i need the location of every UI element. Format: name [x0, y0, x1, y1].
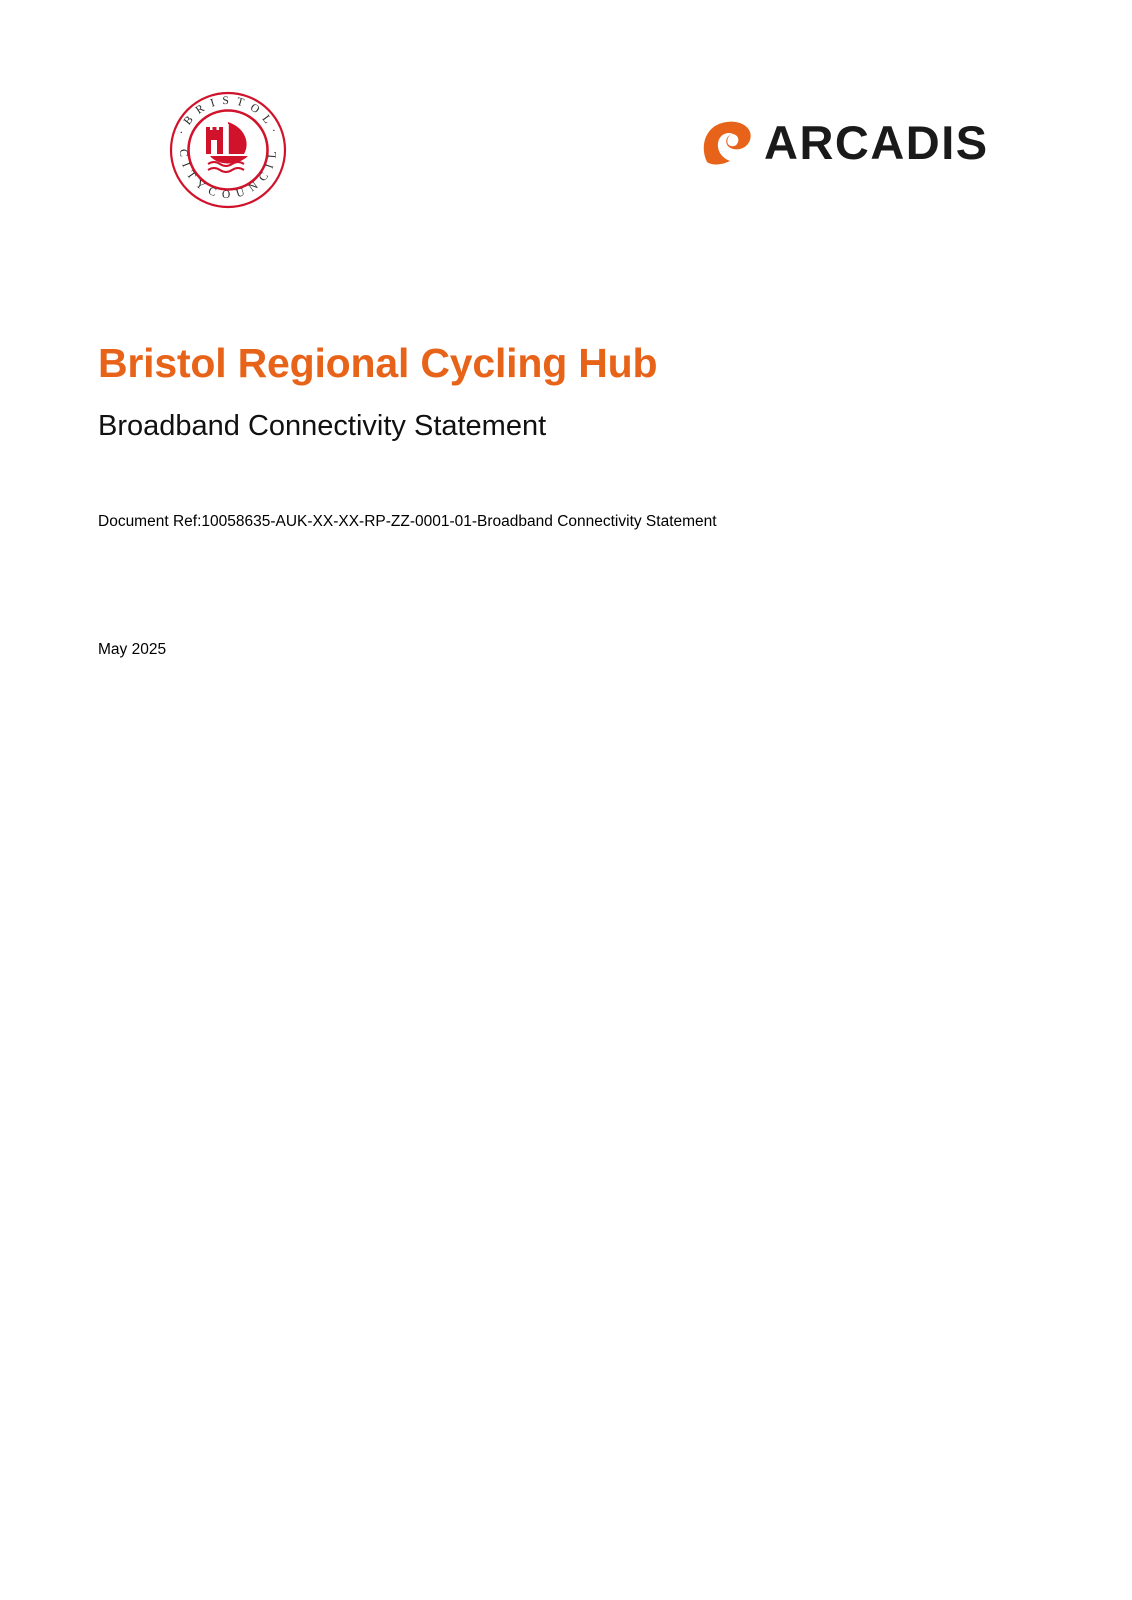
page-subtitle: Broadband Connectivity Statement: [98, 410, 547, 443]
document-date: May 2025: [98, 640, 167, 658]
arcadis-logo: [700, 116, 992, 168]
arcadis-wordmark: ARCADIS: [764, 115, 989, 169]
bristol-city-council-logo: [166, 88, 290, 212]
page-title: Bristol Regional Cycling Hub: [98, 340, 658, 386]
document-reference: Document Ref:10058635-AUK-XX-XX-RP-ZZ-0001-01-Broadband Connectivity Statement: [98, 512, 717, 530]
title-block: [98, 340, 1038, 660]
svg-text:C I T Y C O U N C I L: C I T Y C O U N C I L: [176, 148, 280, 202]
arcadis-mark-icon: [700, 118, 754, 166]
svg-text:· B R I S T O L ·: · B R I S T O L ·: [175, 94, 281, 137]
header-logo-row: [0, 88, 1132, 228]
